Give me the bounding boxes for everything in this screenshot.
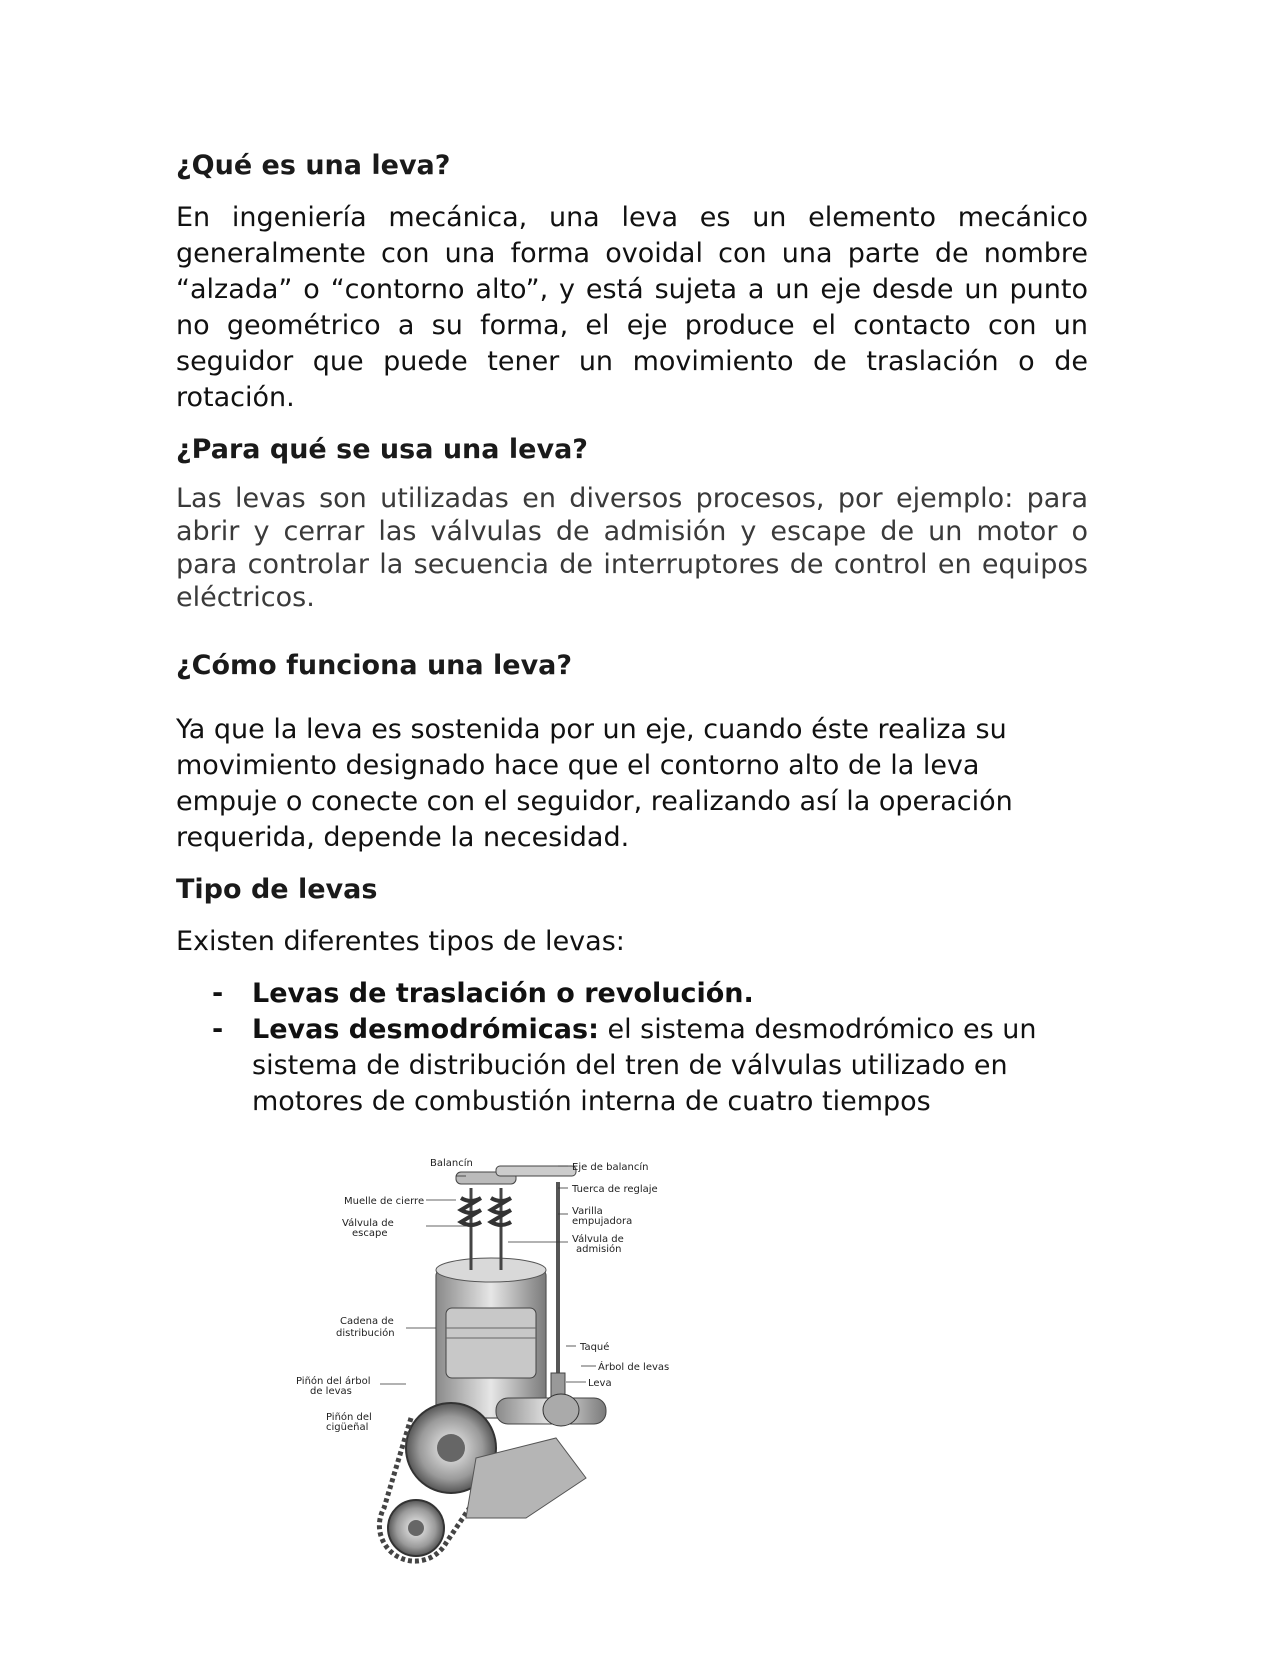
label-valvula-escape-1: Válvula de [342, 1218, 394, 1229]
list-item [176, 976, 1088, 1012]
paragraph-que-es: En ingeniería mecánica, una leva es un elemento mecánico generalmente con una forma ovoidal con una parte de nombre “alzada” o “contorno alto”, y está sujeta a un eje desde un punto no geométrico a su forma, el eje produce el contacto con un seguidor que puede tener un movimiento de traslación o de rotación. [176, 202, 1088, 413]
dash-bullet: - [212, 1014, 224, 1045]
label-cadena-1: Cadena de [340, 1316, 394, 1327]
label-varilla: Varilla [572, 1206, 603, 1217]
label-valvula-escape-2: escape [352, 1228, 388, 1239]
label-muelle-cierre: Muelle de cierre [344, 1196, 425, 1207]
engine-diagram [296, 1158, 716, 1578]
list-item-title: Levas desmodrómicas: [252, 1014, 599, 1045]
dash-bullet: - [212, 978, 224, 1009]
list-item-text: el sistema desmodrómico es un sistema de distribución del tren de válvulas utilizado en motores de combustión interna de cuatro tiempos [252, 1014, 1037, 1117]
label-valvula-admision-1: Válvula de [572, 1234, 624, 1245]
heading-que-es: ¿Qué es una leva? [176, 150, 451, 181]
label-pinon-cigueñal-2: cigüeñal [326, 1422, 369, 1433]
label-balancin: Balancín [430, 1158, 473, 1169]
list-item [176, 1012, 1088, 1120]
label-eje-balancin: Eje de balancín [572, 1162, 649, 1173]
label-pinon-arbol-2: de levas [310, 1386, 352, 1397]
paragraph-como-funciona: Ya que la leva es sostenida por un eje, cuando éste realiza su movimiento designado hace que el contorno alto de la leva empuje o conecte con el seguidor, realizando así la operación requerida, depende la necesidad. [176, 714, 1013, 853]
list-item-title: Levas de traslación o revolución. [252, 978, 754, 1009]
label-leva: Leva [588, 1378, 612, 1389]
document-body [176, 148, 1088, 1120]
label-empujadora: empujadora [572, 1216, 633, 1227]
label-pinon-arbol-1: Piñón del árbol [296, 1376, 371, 1387]
cam-types-list [176, 976, 1088, 1120]
label-tuerca-reglaje: Tuerca de reglaje [572, 1184, 658, 1195]
heading-como-funciona: ¿Cómo funciona una leva? [176, 650, 573, 681]
label-valvula-admision-2: admisión [576, 1244, 622, 1255]
label-taque: Taqué [580, 1342, 610, 1353]
paragraph-tipos-intro: Existen diferentes tipos de levas: [176, 926, 625, 957]
label-cadena-2: distribución [336, 1328, 395, 1339]
label-pinon-cigueñal-1: Piñón del [326, 1412, 372, 1423]
paragraph-para-que: Las levas son utilizadas en diversos procesos, por ejemplo: para abrir y cerrar las válvulas de admisión y escape de un motor o para controlar la secuencia de interruptores de control en equipos eléctricos. [176, 483, 1088, 613]
heading-tipo-levas: Tipo de levas [176, 874, 378, 905]
label-arbol-levas: Árbol de levas [598, 1362, 670, 1373]
heading-para-que: ¿Para qué se usa una leva? [176, 434, 588, 465]
